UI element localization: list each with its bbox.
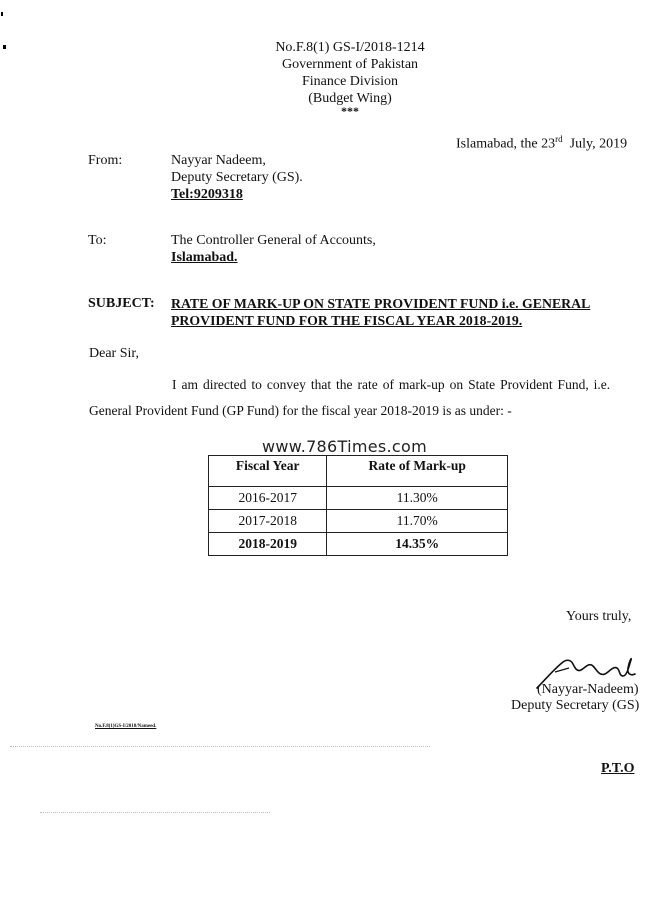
cell-rate: 11.70% bbox=[327, 510, 508, 533]
header-stars: *** bbox=[341, 104, 359, 118]
to-label: To: bbox=[88, 233, 107, 248]
sender-name: Nayyar Nadeem, bbox=[171, 153, 266, 168]
scan-artifact-line bbox=[10, 746, 430, 747]
subject-line-1: RATE OF MARK-UP ON STATE PROVIDENT FUND i.e. GENERAL bbox=[171, 296, 591, 311]
subject-label: SUBJECT: bbox=[88, 296, 155, 311]
sender-telephone: Tel:9209318 bbox=[171, 187, 243, 202]
table-header-row bbox=[209, 456, 508, 487]
closing: Yours truly, bbox=[566, 609, 632, 624]
date-rest: July, 2019 bbox=[569, 136, 628, 152]
division-name: Finance Division bbox=[301, 74, 399, 89]
date-ordinal: rd bbox=[555, 134, 563, 144]
letter-date bbox=[456, 134, 627, 153]
cell-rate: 11.30% bbox=[327, 487, 508, 510]
scan-artifact-line bbox=[40, 812, 270, 813]
subject-line-2: PROVIDENT FUND FOR THE FISCAL YEAR 2018-2019. bbox=[171, 313, 523, 328]
body-line-2: General Provident Fund (GP Fund) for the fiscal year 2018-2019 is as under: - bbox=[89, 403, 512, 418]
reference-number: No.F.8(1) GS-I/2018-1214 bbox=[275, 40, 425, 55]
recipient-name: The Controller General of Accounts, bbox=[171, 233, 376, 248]
scan-speck bbox=[1, 12, 3, 16]
pto-mark: P.T.O bbox=[601, 761, 635, 776]
salutation: Dear Sir, bbox=[89, 346, 139, 361]
from-label: From: bbox=[88, 153, 123, 168]
sender-title: Deputy Secretary (GS). bbox=[171, 170, 303, 185]
header-fiscal-year: Fiscal Year bbox=[209, 456, 327, 487]
signatory-name: (Nayyar-Nadeem) bbox=[537, 682, 639, 697]
signatory-title: Deputy Secretary (GS) bbox=[511, 698, 640, 713]
cell-year: 2018-2019 bbox=[209, 533, 327, 556]
watermark-text: www.786Times.com bbox=[262, 437, 427, 456]
body-line-1: I am directed to convey that the rate of mark-up on State Provident Fund, i.e. bbox=[172, 377, 611, 392]
recipient-place: Islamabad. bbox=[171, 250, 238, 265]
government-name: Government of Pakistan bbox=[281, 57, 419, 72]
table-row bbox=[209, 533, 508, 556]
table-row bbox=[209, 487, 508, 510]
cell-year: 2017-2018 bbox=[209, 510, 327, 533]
cell-rate: 14.35% bbox=[327, 533, 508, 556]
wing-name: (Budget Wing) bbox=[308, 91, 392, 106]
date-prefix: Islamabad, the 23 bbox=[456, 136, 556, 152]
table-row bbox=[209, 510, 508, 533]
file-reference: No.F.8(1)GS-I/2018/Nameed. bbox=[95, 724, 157, 729]
header-rate: Rate of Mark-up bbox=[327, 456, 508, 487]
markup-rate-table bbox=[208, 455, 508, 556]
cell-year: 2016-2017 bbox=[209, 487, 327, 510]
